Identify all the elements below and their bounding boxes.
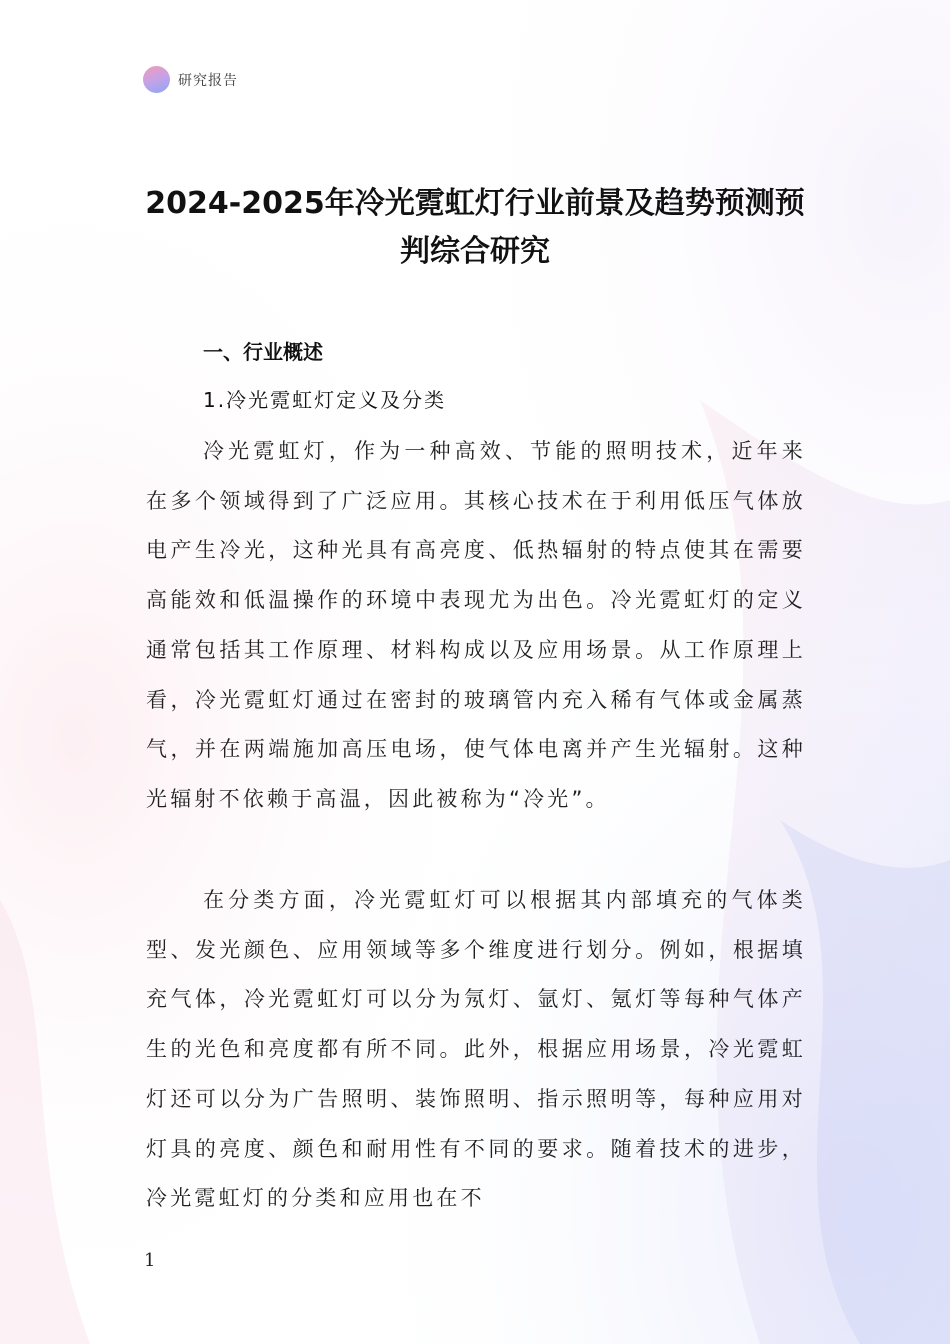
page-number: 1 [144, 1250, 156, 1271]
header-brand [143, 66, 238, 93]
body-paragraph: 冷光霓虹灯，作为一种高效、节能的照明技术，近年来在多个领域得到了广泛应用。其核心技术在于利用低压气体放电产生冷光，这种光具有高亮度、低热辐射的特点使其在需要高能效和低温操作的环境中表现尤为出色。冷光霓虹灯的定义通常包括其工作原理、材料构成以及应用场景。从工作原理上看，冷光霓虹灯通过在密封的玻璃管内充入稀有气体或金属蒸气，并在两端施加高压电场，使气体电离并产生光辐射。这种光辐射不依赖于高温，因此被称为“冷光”。 [146, 439, 806, 811]
body-paragraph: 在分类方面，冷光霓虹灯可以根据其内部填充的气体类型、发光颜色、应用领域等多个维度进行划分。例如，根据填充气体，冷光霓虹灯可以分为氖灯、氩灯、氪灯等每种气体产生的光色和亮度都有所不同。此外，根据应用场景，冷光霓虹灯还可以分为广告照明、装饰照明、指示照明等，每种应用对灯具的亮度、颜色和耐用性有不同的要求。随着技术的进步，冷光霓虹灯的分类和应用也在不 [146, 888, 806, 1211]
subsection-heading: 1.冷光霓虹灯定义及分类 [203, 388, 447, 412]
brand-logo-icon [143, 66, 170, 93]
section-heading: 一、行业概述 [203, 340, 323, 364]
brand-label: 研究报告 [178, 72, 238, 89]
document-title: 2024-2025年冷光霓虹灯行业前景及趋势预测预判综合研究 [145, 186, 805, 269]
